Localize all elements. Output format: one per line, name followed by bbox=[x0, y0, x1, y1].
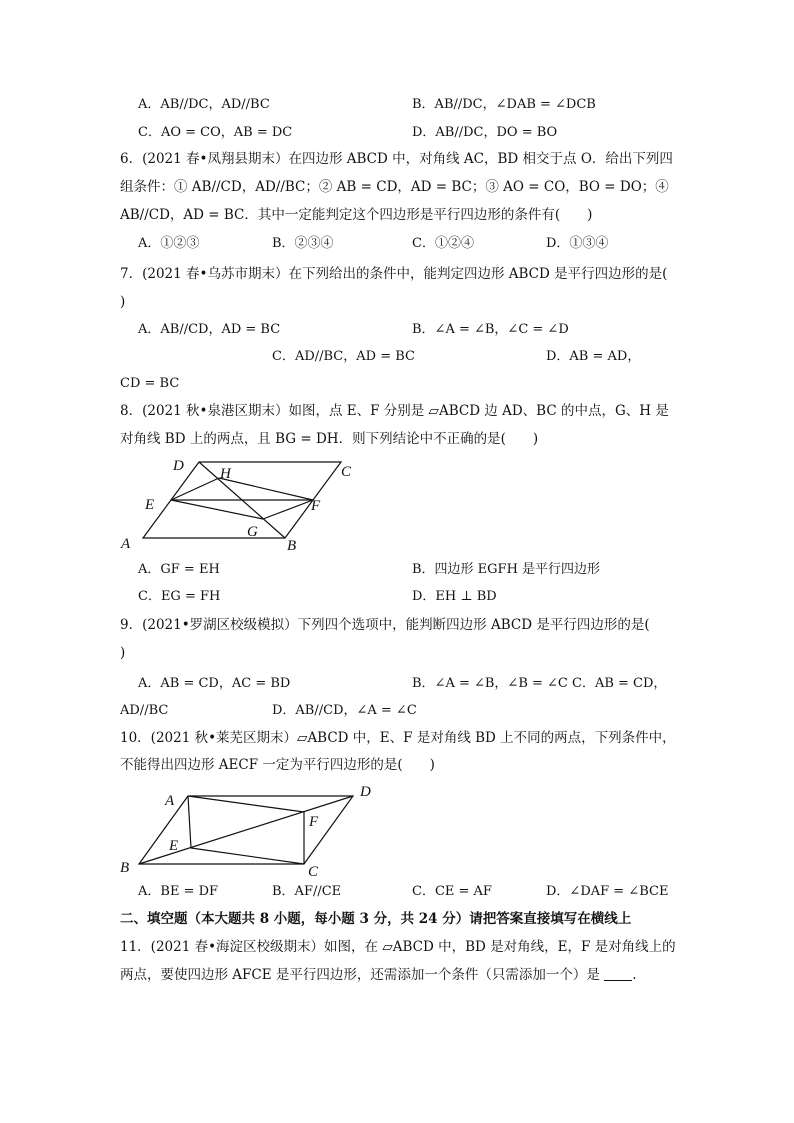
q10-segment-ec bbox=[191, 848, 304, 864]
section2-title: 二、填空题（本大题共 8 小题，每小题 3 分，共 24 分）请把答案直接填写在横线上 bbox=[120, 911, 632, 927]
q8-stem-line2: 对角线 BD 上的两点，且 BG = DH．则下列结论中不正确的是( ) bbox=[120, 431, 539, 447]
q8-label-b: B bbox=[287, 538, 297, 554]
q7-option-d: D．AB = AD， bbox=[546, 349, 641, 364]
q8-label-d: D bbox=[173, 458, 184, 474]
q8-option-d: D．EH ⊥ BD bbox=[412, 589, 497, 604]
q7-option-a: A．AB//CD，AD = BC bbox=[138, 322, 281, 337]
q10-label-a: A bbox=[165, 793, 175, 809]
q5-option-a: A．AB//DC，AD//BC bbox=[138, 97, 270, 112]
q8-segment-eg bbox=[171, 500, 263, 519]
q10-stem-line2: 不能得出四边形 AECF 一定为平行四边形的是( ) bbox=[120, 757, 435, 773]
q8-label-g: G bbox=[247, 524, 258, 540]
q7-stem-line2: ) bbox=[120, 294, 126, 310]
q5-option-b: B．AB//DC，∠DAB = ∠DCB bbox=[412, 97, 596, 112]
q8-option-a: A．GF = EH bbox=[138, 562, 220, 577]
q6-stem-line2: 组条件：① AB//CD，AD//BC；② AB = CD，AD = BC；③ AO = CO，BO = DO；④ bbox=[120, 179, 669, 195]
q7-option-d-cont: CD = BC bbox=[120, 376, 180, 391]
q9-stem-line2: ) bbox=[120, 645, 126, 661]
q6-option-a: A．①②③ bbox=[138, 236, 200, 251]
q6-option-d: D．①③④ bbox=[546, 236, 609, 251]
q8-label-h: H bbox=[220, 466, 231, 482]
q9-option-c-cont: AD//BC bbox=[120, 703, 169, 718]
q10-label-d: D bbox=[360, 784, 371, 800]
q6-stem-line3: AB//CD，AD = BC．其中一定能判定这个四边形是平行四边形的条件有( ) bbox=[120, 207, 593, 223]
q7-stem-line1: 7．(2021 春•乌苏市期末）在下列给出的条件中，能判定四边形 ABCD 是平行四边形的是( bbox=[120, 266, 668, 282]
q11-answer-blank[interactable] bbox=[604, 968, 632, 981]
q8-option-c: C．EG = FH bbox=[138, 589, 221, 604]
q8-option-b: B．四边形 EGFH 是平行四边形 bbox=[412, 562, 601, 577]
q5-option-c: C．AO = CO，AB = DC bbox=[138, 125, 293, 140]
q8-label-f: F bbox=[311, 498, 321, 514]
q6-option-b: B．②③④ bbox=[272, 236, 334, 251]
q8-label-e: E bbox=[145, 497, 155, 513]
q8-segment-hf bbox=[219, 478, 313, 500]
q10-label-b: B bbox=[120, 860, 130, 876]
q9-stem-line1: 9．(2021•罗湖区校级模拟）下列四个选项中，能判断四边形 ABCD 是平行四边形的是( bbox=[120, 617, 650, 633]
q10-parallelogram-figure bbox=[115, 780, 385, 880]
q10-label-f: F bbox=[309, 814, 319, 830]
q10-option-b: B．AF//CE bbox=[272, 884, 342, 899]
q9-option-a: A．AB = CD，AC = BD bbox=[138, 676, 291, 691]
q8-stem-line1: 8．(2021 秋•泉港区期末）如图，点 E、F 分别是 ▱ABCD 边 AD、BC 的中点，G、H 是 bbox=[120, 403, 669, 419]
q7-option-b: B．∠A = ∠B，∠C = ∠D bbox=[412, 322, 569, 337]
q10-segment-ae bbox=[188, 796, 191, 848]
q10-stem-line1: 10．(2021 秋•莱芜区期末）▱ABCD 中，E、F 是对角线 BD 上不同的两点，下列条件中， bbox=[120, 730, 676, 746]
q10-option-c: C．CE = AF bbox=[412, 884, 492, 899]
q11-stem-end: . bbox=[632, 967, 637, 983]
q7-option-c: C．AD//BC，AD = BC bbox=[272, 349, 415, 364]
q8-segment-eh bbox=[171, 478, 219, 500]
q8-parallelogram-figure bbox=[115, 452, 365, 556]
q11-stem-line2-text: 两点，要使四边形 AFCE 是平行四边形，还需添加一个条件（只需添加一个）是 bbox=[120, 967, 600, 983]
q10-label-e: E bbox=[169, 838, 179, 854]
q10-option-a: A．BE = DF bbox=[138, 884, 219, 899]
q10-label-c: C bbox=[308, 864, 319, 880]
q11-stem-line1: 11．(2021 春•海淀区校级期末）如图，在 ▱ABCD 中，BD 是对角线，E，F 是对角线上的 bbox=[120, 939, 676, 955]
q6-stem-line1: 6．(2021 春•凤翔县期末）在四边形 ABCD 中，对角线 AC，BD 相交于点 O．给出下列四 bbox=[120, 151, 673, 167]
q5-option-d: D．AB//DC，DO = BO bbox=[412, 125, 558, 140]
q6-option-c: C．①②④ bbox=[412, 236, 474, 251]
q10-segment-af bbox=[188, 796, 304, 812]
q8-label-c: C bbox=[341, 464, 352, 480]
q9-option-b-c: B．∠A = ∠B，∠B = ∠C C．AB = CD， bbox=[412, 676, 667, 691]
q10-option-d: D．∠DAF = ∠BCE bbox=[546, 884, 669, 899]
q11-stem-line2 bbox=[120, 966, 636, 984]
q9-option-d: D．AB//CD，∠A = ∠C bbox=[272, 703, 417, 718]
q8-label-a: A bbox=[121, 536, 131, 552]
